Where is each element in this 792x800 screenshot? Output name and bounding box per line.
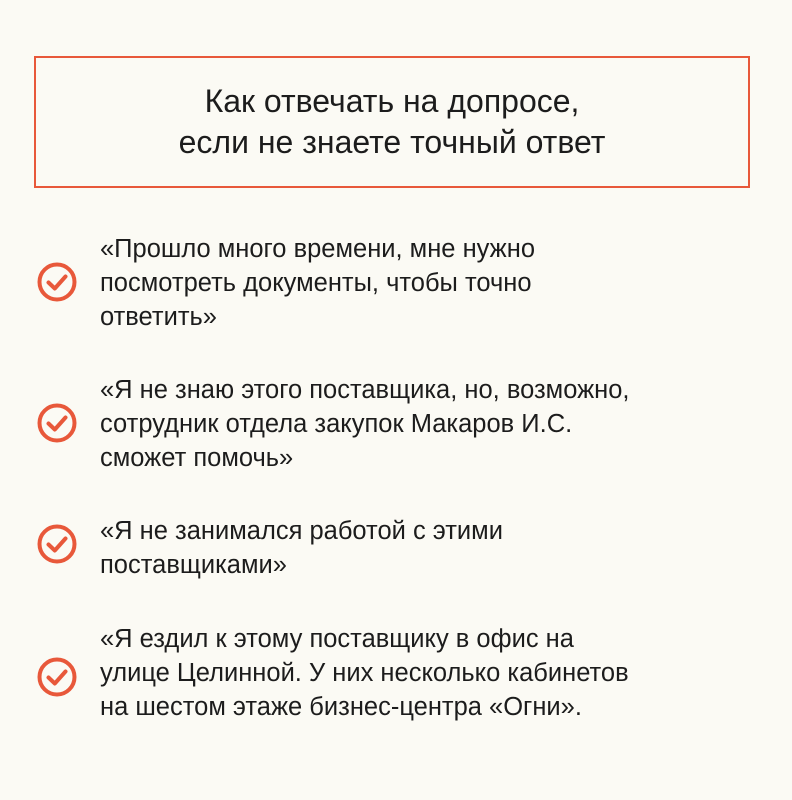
check-circle-icon: [36, 261, 78, 303]
item-line: на шестом этаже бизнес-центра «Огни».: [100, 693, 582, 721]
item-line: сможет помочь»: [100, 444, 294, 472]
item-line: улице Целинной. У них несколько кабинетов: [100, 659, 629, 687]
item-line: ответить»: [100, 303, 217, 331]
item-line: «Я ездил к этому поставщику в офис на: [100, 625, 574, 653]
check-circle-icon: [36, 523, 78, 565]
item-line: «Я не занимался работой с этими: [100, 517, 503, 545]
item-line: посмотреть документы, чтобы точно: [100, 269, 532, 297]
item-line: «Прошло много времени, мне нужно: [100, 235, 536, 263]
title-line-2: если не знаете точный ответ: [178, 124, 606, 160]
check-circle-icon: [36, 402, 78, 444]
title-line-1: Как отвечать на допросе,: [204, 83, 580, 119]
item-line: сотрудник отдела закупок Макаров И.С.: [100, 410, 573, 438]
check-circle-icon: [36, 656, 78, 698]
item-line: поставщиками»: [100, 551, 287, 579]
item-line: «Я не знаю этого поставщика, но, возможно,: [100, 376, 630, 404]
